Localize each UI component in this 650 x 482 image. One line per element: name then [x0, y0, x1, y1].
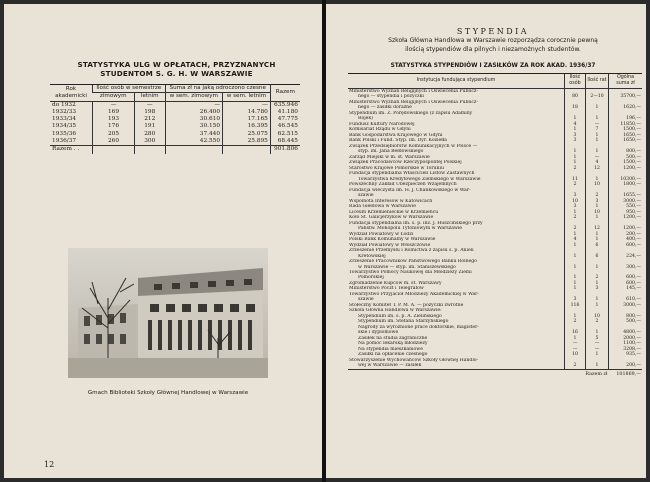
institution-name: Fundacja wieczysta im. H. J. Chankowskiego w War- [349, 187, 471, 193]
col-academic-year: Rok akademicki [50, 85, 93, 102]
sum-amount: 1650,— [609, 138, 643, 143]
table-sum-row [50, 146, 300, 154]
institution-name: w Warszawie — styp. im. Staniszewskiego [358, 264, 456, 270]
institution-name: Towarzystwo Pomocy Naukowej dla Młodzieży Ziemi [349, 269, 472, 275]
persons-count: 1 [565, 116, 586, 121]
sum-amount: 500,— [609, 155, 643, 160]
sum-amount: 1650,— [609, 133, 643, 138]
institution-name: Związek Przedsiębiorstw Komunikacyjnych w Polsce — [349, 143, 478, 149]
rates-count: — [586, 347, 609, 352]
table-cell: 25.895 [223, 138, 271, 146]
table-cell: 635.946 [270, 101, 300, 109]
table-cell: 212 [134, 116, 165, 123]
persons-count: 1 [565, 275, 586, 280]
sum-amount: 600,— [609, 243, 643, 248]
table-sum-row [348, 369, 642, 377]
rates-count: 1 [586, 177, 609, 182]
col-summer: letnim [134, 93, 165, 101]
sum-amount: 935,— [609, 352, 643, 357]
table-cell: 30.150 [165, 123, 222, 130]
persons-count: 3 [565, 204, 586, 209]
institution-name: Zasiłek na studia zagraniczne [358, 335, 428, 341]
institution-name: Związek Pracodawców Rzeczypospolitej Polskiej [349, 160, 462, 166]
sum-amount: 200,— [609, 232, 643, 237]
institution-name: Ministerstwo Wyznań Religijnych i Oświecenia Publicz- [349, 89, 478, 94]
institution-name: nego — zasiłki doraźne [358, 105, 412, 111]
persons-count: 1 [565, 210, 586, 215]
table-cell: 1935/36 [52, 130, 77, 137]
sum-amount: 4800,— [609, 330, 643, 335]
institution-name: Kretowskiej [358, 253, 386, 259]
rates-count: 1 [586, 215, 609, 220]
table-cell: 176 [93, 123, 135, 130]
table-cell: 1933/34 [52, 116, 77, 123]
rates-count: 1 [586, 297, 609, 302]
institution-name: Bank Gospodarstwa Krajowego w Gdyni [349, 132, 443, 138]
rates-count: 10 [586, 182, 609, 187]
sum-amount: 145,— [609, 286, 643, 291]
persons-count: 18 [565, 105, 586, 110]
table-cell: 17.165 [223, 116, 271, 123]
table-cell: 193 [93, 116, 135, 123]
institution-name: Koło St. Galicjerzyków w Warszawie [349, 215, 434, 221]
sum-value: 101869,— [609, 369, 643, 377]
rates-count: 2 [586, 319, 609, 324]
persons-count: 16 [565, 330, 586, 335]
table-cell: 62.515 [270, 131, 300, 138]
table-cell: — [93, 101, 135, 109]
institution-name: Starostwo Krajowe Pomorskie w Toruniu [349, 165, 444, 171]
table-row [50, 123, 300, 130]
rates-count: 2 [586, 275, 609, 280]
rates-count: 1 [586, 265, 609, 270]
persons-count: 1 [565, 160, 586, 165]
persons-count: 1 [565, 254, 586, 259]
institution-name: wej w Warszawie — zasiłek [358, 363, 422, 369]
persons-count: 1 [565, 243, 586, 248]
rates-count: 12 [586, 226, 609, 231]
sum-amount: 3000,— [609, 199, 643, 204]
institution-name: Wydział Powiatowy w Włoszczowie [349, 242, 431, 248]
institution-name: Fundacja stypendialna Właścicieli Listów Zastawnych [349, 171, 475, 177]
institution-name: styp. im. Jana Bełdowskiego [358, 149, 424, 155]
sum-amount: 3000,— [609, 303, 643, 308]
right-page [326, 4, 646, 478]
table-cell: 1934/35 [52, 123, 77, 130]
institution-name: Pomorskiej [358, 275, 384, 281]
table-cell: 41.180 [270, 109, 300, 116]
persons-count: 2 [565, 166, 586, 171]
page-number: 12 [44, 460, 55, 469]
rates-count: 1 [586, 352, 609, 357]
col-persons: Ilość osób [565, 74, 586, 89]
sum-amount: 300,— [609, 265, 643, 270]
institution-name: Bank Polski i Fund. Styp. im. Dyr. Koziełła [349, 138, 447, 144]
sum-amount: 200,— [609, 363, 643, 369]
sum-amount: 500,— [609, 319, 643, 324]
col-rates: Ilość rat [586, 74, 609, 89]
institution-name: Fundacja stypendialna im. ś. p. inż. J. Huszcińskiego przy [349, 220, 483, 226]
sum-amount: 1655,— [609, 193, 643, 198]
rates-count: 1 [586, 138, 609, 143]
table-cell: 198 [134, 109, 165, 116]
rates-count: 10 [586, 210, 609, 215]
rates-count: 6 [586, 243, 609, 248]
institution-name: szawie [358, 297, 374, 303]
rates-count: 1 [586, 232, 609, 237]
persons-count: 10 [565, 199, 586, 204]
institution-name: Państw. Monopolu Tytoniowym w Warszawie [358, 226, 462, 232]
col-sem-winter: w sem. zimowym [165, 93, 222, 101]
persons-count: 1 [565, 281, 586, 286]
institution-name: Zgromadzenie Kupców m. st. Warszawy [349, 280, 442, 286]
institution-name: Nagrody za wyróżnione prace doktorskie, magister- [358, 324, 479, 330]
persons-count: 4 [565, 237, 586, 242]
rates-count: 1 [586, 330, 609, 335]
table-cell: 191 [134, 123, 165, 130]
sum-amount: 400,— [609, 237, 643, 242]
institution-name: Zrzeszenie Przemysłu i Rolnictwa z zapisu ś. p. Anieli [349, 248, 474, 254]
rates-count: 3 [586, 199, 609, 204]
institution-name: Rojek) [358, 116, 373, 122]
persons-count: 1 [565, 286, 586, 291]
persons-count: 2 [565, 319, 586, 324]
institution-name: nego — stypendia i pożyczki [358, 94, 424, 100]
institution-name: Wydział Powiatowy w Łodzi [349, 231, 414, 237]
rates-count: 7 [586, 127, 609, 132]
rates-count: 2—10 [586, 94, 609, 99]
table-cell: 260 [93, 138, 135, 146]
sum-amount: 1800,— [609, 182, 643, 187]
section-intro: Szkoła Główna Handlowa w Warszawie rozporządza corocznie pewną ilością stypendiów dla pilnych i niezamożnych studentów. [388, 37, 598, 53]
institution-name: Stypendium im. ś. p. A. Zielińskiego [358, 313, 442, 319]
rates-count: 4 [586, 160, 609, 165]
table-cell: 47.775 [270, 116, 300, 123]
rates-count: 1 [586, 303, 609, 308]
table-cell: 14.780 [223, 109, 271, 116]
rates-count: 1 [586, 116, 609, 121]
table-cell: 42.550 [165, 138, 222, 146]
persons-count: 1 [565, 336, 586, 341]
sum-amount: 1500,— [609, 127, 643, 132]
institution-name: Zrzeszenie Pracowników Państwowego Banku Rolnego [349, 259, 477, 265]
rates-count: 10 [586, 314, 609, 319]
sum-amount: 3208,— [609, 347, 643, 352]
persons-count: 3 [565, 297, 586, 302]
table-cell: 300 [134, 138, 165, 146]
institution-name: Wspólnota Interesów w Katowicach [349, 198, 433, 204]
institution-name: Ministerstwo Wyznań Religijnych i Oświecenia Publicz- [349, 99, 478, 105]
sum-amount: 610,— [609, 297, 643, 302]
sum-label: Razem zł [348, 369, 609, 377]
persons-count: — [565, 347, 586, 352]
sum-amount: 950,— [609, 210, 643, 215]
library-building-photo [68, 248, 268, 378]
institution-name: szawie [358, 193, 374, 199]
table-cell [134, 146, 165, 154]
table-row [50, 131, 300, 138]
photo-caption: Gmach Biblioteki Szkoły Głównej Handlowej w Warszawie [87, 390, 249, 396]
table-cell: 169 [93, 109, 135, 116]
rates-count: 12 [586, 166, 609, 171]
rates-count: 1 [586, 237, 609, 242]
institution-name: Rada Giełdowa w Warszawie [349, 204, 416, 210]
persons-count: 3 [565, 138, 586, 143]
sum-amount: 224,— [609, 254, 643, 259]
col-institution: Instytucja fundująca stypendium [348, 74, 565, 89]
table-cell: 25.075 [223, 131, 271, 138]
sum-amount: 11850,— [609, 122, 643, 127]
table-cell: 280 [134, 131, 165, 138]
table-cell: — [134, 101, 165, 109]
table-cell: 1932/33 [52, 108, 77, 115]
persons-count: — [565, 341, 586, 346]
rates-count: — [586, 155, 609, 160]
institution-name: Fundusz Kultury Narodowej [349, 121, 415, 127]
table-cell [165, 146, 222, 154]
rates-count: 2 [586, 193, 609, 198]
persons-count: 11 [565, 177, 586, 182]
scholarship-table [348, 73, 642, 377]
institution-name: Stypendium im. Stefana Starzyńskiego [358, 319, 449, 325]
rates-count: 6 [586, 254, 609, 259]
persons-count: 116 [565, 303, 586, 308]
persons-count: 2 [565, 363, 586, 369]
persons-count: 10 [565, 352, 586, 357]
institution-name: Zarząd Miejski w m. st. Warszawie [349, 154, 430, 160]
sum-amount: 600,— [609, 281, 643, 286]
table-row [50, 138, 300, 146]
table-cell: 68.445 [270, 138, 300, 146]
institution-name: Na stypendia mieszkaniowe [358, 346, 423, 352]
rates-count: 1 [586, 363, 609, 369]
sum-amount: 196,— [609, 116, 643, 121]
institution-name: Szkoła Główna Handlowa w Warszawie: [349, 308, 442, 314]
persons-count: 1 [565, 314, 586, 319]
table-cell: do 1932 [52, 101, 76, 108]
rates-count: 3 [586, 286, 609, 291]
rates-count: 1 [586, 281, 609, 286]
table-cell: 46.545 [270, 123, 300, 130]
table-cell: 16.395 [223, 123, 271, 130]
col-group-persons: Ilość osób w semestrze [93, 85, 166, 93]
section-title: STYPENDIA [456, 27, 530, 36]
table-row [50, 116, 300, 123]
table-cell: 37.440 [165, 131, 222, 138]
persons-count: 4 [565, 122, 586, 127]
persons-count: 1 [565, 149, 586, 154]
persons-count: 3 [565, 133, 586, 138]
sum-amount: 35700,— [609, 94, 643, 99]
institution-name: skie i dyplomowe [358, 330, 399, 336]
persons-count: 2 [565, 226, 586, 231]
col-winter: zimowym [93, 93, 135, 101]
persons-count: 1 [565, 265, 586, 270]
sum-amount: 800,— [609, 314, 643, 319]
left-page-title: STATYSTYKA ULG W OPŁATACH, PRZYZNANYCH STUDENTOM S. G. H. W WARSZAWIE [77, 60, 276, 78]
persons-count: 1 [565, 155, 586, 160]
col-group-sum: Suma zł na jaką odroczono czesne [165, 85, 270, 93]
sum-amount: 1100,— [609, 341, 643, 346]
table-cell: — [165, 101, 222, 109]
rates-count: — [586, 122, 609, 127]
persons-count: 2 [565, 215, 586, 220]
institution-name: Na pomoc lekarską młodzieży [358, 341, 428, 347]
institution-name: Stowarzyszenie Wychowańców Szkoły Głównej Handlo- [349, 357, 479, 363]
sum-amount: 1500,— [609, 160, 643, 165]
institution-name: Komisariat Rządu w Gdyni [349, 127, 411, 133]
sum-value: 901.806 [270, 146, 300, 154]
sum-amount: 10300,— [609, 177, 643, 182]
sum-amount: 1200,— [609, 166, 643, 171]
sum-amount: 600,— [609, 275, 643, 280]
persons-count: 2 [565, 182, 586, 187]
table-row [50, 109, 300, 116]
persons-count: 1 [565, 232, 586, 237]
rates-count: 1 [586, 204, 609, 209]
table-cell: 30.610 [165, 116, 222, 123]
institution-name: Liceum Krzemienieckie w Krzemieńcu [349, 209, 439, 215]
institution-name: Stołeczny Komitet T. P. M. A. — pożyczki zwrotne [349, 302, 464, 308]
institution-name: Stypendium im. Z. Porędowskiego (z zapisu Adaminy [349, 110, 473, 116]
fee-relief-table [50, 84, 300, 154]
table-cell: 205 [93, 131, 135, 138]
left-page [4, 4, 322, 478]
table-cell [93, 146, 135, 154]
institution-name: Powszechny Zakład Ubezpieczeń Wzajemnych [349, 182, 457, 188]
rates-count: 1 [586, 149, 609, 154]
sum-label: Razem . . [52, 146, 80, 153]
institution-name: Towarzystwa Kredytowego Ziemskiego w Warszawie [358, 176, 481, 182]
persons-count: 3 [565, 193, 586, 198]
sum-amount: 800,— [609, 149, 643, 154]
table-cell: — [223, 101, 271, 109]
col-sum: Ogólna suma zł [609, 74, 643, 89]
table-cell [223, 146, 271, 154]
persons-count: 1 [565, 127, 586, 132]
rates-count: — [586, 341, 609, 346]
sum-amount: 1200,— [609, 226, 643, 231]
sum-amount: 550,— [609, 204, 643, 209]
institution-name: Polski Bank Komunalny w Warszawie [349, 237, 436, 243]
institution-name: Towarzystwo Przyjaciół Młodzieży Akademickiej w War- [349, 291, 479, 297]
persons-count: 80 [565, 94, 586, 99]
rates-count: 1 [586, 105, 609, 110]
institution-name: Zasiłki na opłacenie czesnego [358, 352, 428, 358]
table-cell: 1936/37 [50, 138, 93, 146]
col-sem-summer: w sem. letnim [223, 93, 271, 101]
sum-amount: 1620,— [609, 105, 643, 110]
scholarship-table-heading: STATYSTYKA STYPENDIÓW I ZASIŁKÓW ZA ROK AKAD. 1936/37 [390, 63, 596, 69]
sum-amount: 1200,— [609, 215, 643, 220]
rates-count: 1 [586, 133, 609, 138]
table-cell: 26.400 [165, 109, 222, 116]
institution-name: Ministerstwo Poczt i Telegrafów [349, 286, 424, 292]
table-row [50, 101, 300, 109]
rates-count: 5 [586, 336, 609, 341]
col-total: Razem [270, 85, 300, 102]
sum-amount: 2000,— [609, 336, 643, 341]
